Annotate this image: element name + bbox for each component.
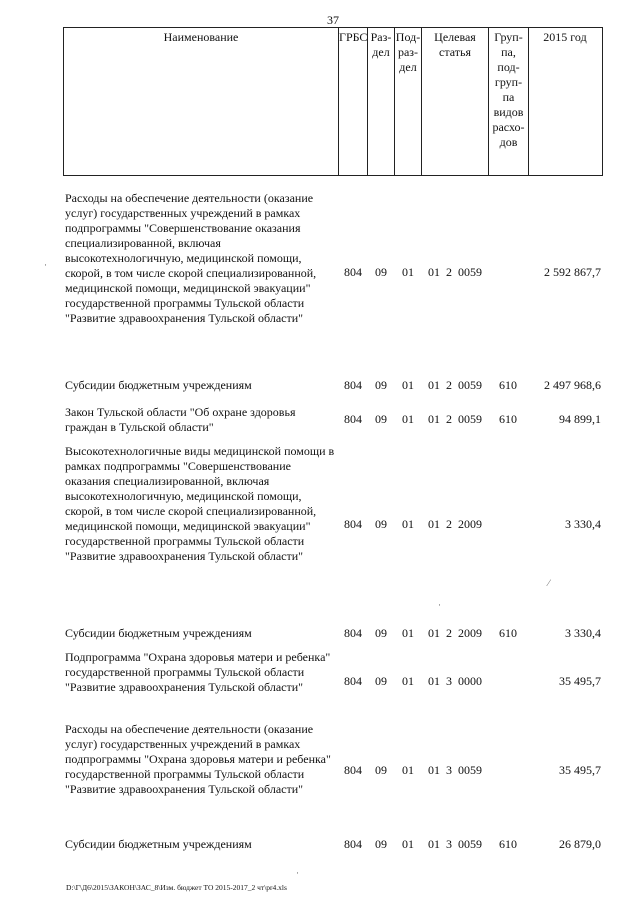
row-podrazdel: 01 — [402, 517, 414, 531]
row-podrazdel: 01 — [402, 412, 414, 426]
row-sum: 26 879,0 — [559, 837, 601, 851]
row-podrazdel: 01 — [402, 265, 414, 279]
row-sum: 3 330,4 — [565, 626, 601, 640]
row-celevaya: 01 2 0059 — [428, 378, 482, 392]
row-razdel: 09 — [375, 517, 387, 531]
row-razdel: 09 — [375, 674, 387, 688]
row-name: Подпрограмма "Охрана здоровья матери и ребенка" государственной программы Тульской области "Развитие здравоохранения Тульской области" — [65, 650, 331, 694]
row-celevaya: 01 2 0059 — [428, 412, 482, 426]
row-grbs: 804 — [344, 674, 362, 688]
row-celevaya: 01 2 0059 — [428, 265, 482, 279]
scan-speck: · — [44, 260, 47, 270]
scan-speck: ⁄ — [548, 578, 550, 588]
row-celevaya: 01 3 0059 — [428, 837, 482, 851]
row-name: Расходы на обеспечение деятельности (оказание услуг) государственных учреждений в рамках подпрограммы "Совершенствование оказания специализированной, включая высокотехнологичную, медицинской помощи, скорой, в том числе скорой специализированной, медицинской помощи, медицинской эвакуации" государственной программы Тульской области "Развитие здравоохранения Тульской области" — [65, 191, 317, 325]
row-grbs: 804 — [344, 412, 362, 426]
row-grbs: 804 — [344, 265, 362, 279]
row-celevaya: 01 2 2009 — [428, 626, 482, 640]
row-podrazdel: 01 — [402, 763, 414, 777]
row-grbs: 804 — [344, 763, 362, 777]
row-celevaya: 01 3 0000 — [428, 674, 482, 688]
row-gruppa: 610 — [499, 837, 517, 851]
header-year: 2015 год — [543, 30, 587, 44]
row-razdel: 09 — [375, 412, 387, 426]
file-path-footer: D:\Г\Д6\2015\ЗАКОН\ЗАС_8\Изм. бюджет ТО 2015-2017_2 чт\pr4.xls — [66, 883, 287, 892]
row-grbs: 804 — [344, 626, 362, 640]
row-sum: 3 330,4 — [565, 517, 601, 531]
row-gruppa: 610 — [499, 626, 517, 640]
row-celevaya: 01 3 0059 — [428, 763, 482, 777]
row-name: Субсидии бюджетным учреждениям — [65, 378, 252, 392]
scan-speck: · — [438, 600, 441, 610]
row-name: Субсидии бюджетным учреждениям — [65, 626, 252, 640]
row-podrazdel: 01 — [402, 378, 414, 392]
row-gruppa: 610 — [499, 412, 517, 426]
row-razdel: 09 — [375, 378, 387, 392]
row-grbs: 804 — [344, 517, 362, 531]
row-sum: 2 497 968,6 — [544, 378, 601, 392]
header-gruppa: Груп- па, под- груп- па видов расхо- дов — [492, 30, 525, 149]
row-name: Закон Тульской области "Об охране здоровья граждан в Тульской области" — [65, 405, 296, 434]
row-podrazdel: 01 — [402, 626, 414, 640]
row-razdel: 09 — [375, 265, 387, 279]
scan-speck: · — [296, 868, 299, 878]
header-podrazdel: Под- раз- дел — [395, 30, 421, 74]
row-sum: 2 592 867,7 — [544, 265, 601, 279]
row-grbs: 804 — [344, 837, 362, 851]
row-name: Высокотехнологичные виды медицинской помощи в рамках подпрограммы "Совершенствование оказания специализированной, включая высокотехнологичную, медицинской помощи, скорой, в том числе скорой специализированной, медицинской помощи, медицинской эвакуации" государственной программы Тульской области "Развитие здравоохранения Тульской области" — [65, 444, 335, 563]
row-podrazdel: 01 — [402, 674, 414, 688]
row-podrazdel: 01 — [402, 837, 414, 851]
header-grbs: ГРБС — [339, 30, 368, 44]
row-razdel: 09 — [375, 763, 387, 777]
header-name: Наименование — [163, 30, 239, 44]
header-celevaya: Целевая статья — [434, 30, 476, 59]
row-gruppa: 610 — [499, 378, 517, 392]
row-razdel: 09 — [375, 837, 387, 851]
row-sum: 35 495,7 — [559, 674, 601, 688]
row-celevaya: 01 2 2009 — [428, 517, 482, 531]
row-name: Субсидии бюджетным учреждениям — [65, 837, 252, 851]
row-razdel: 09 — [375, 626, 387, 640]
row-sum: 35 495,7 — [559, 763, 601, 777]
row-sum: 94 899,1 — [559, 412, 601, 426]
row-name: Расходы на обеспечение деятельности (оказание услуг) государственных учреждений в рамках подпрограммы "Охрана здоровья матери и ребенка" государственной программы Тульской области "Развитие здравоохранения Тульской области" — [65, 722, 331, 796]
header-razdel: Раз- дел — [370, 30, 392, 59]
row-grbs: 804 — [344, 378, 362, 392]
page-number: 37 — [327, 13, 339, 27]
